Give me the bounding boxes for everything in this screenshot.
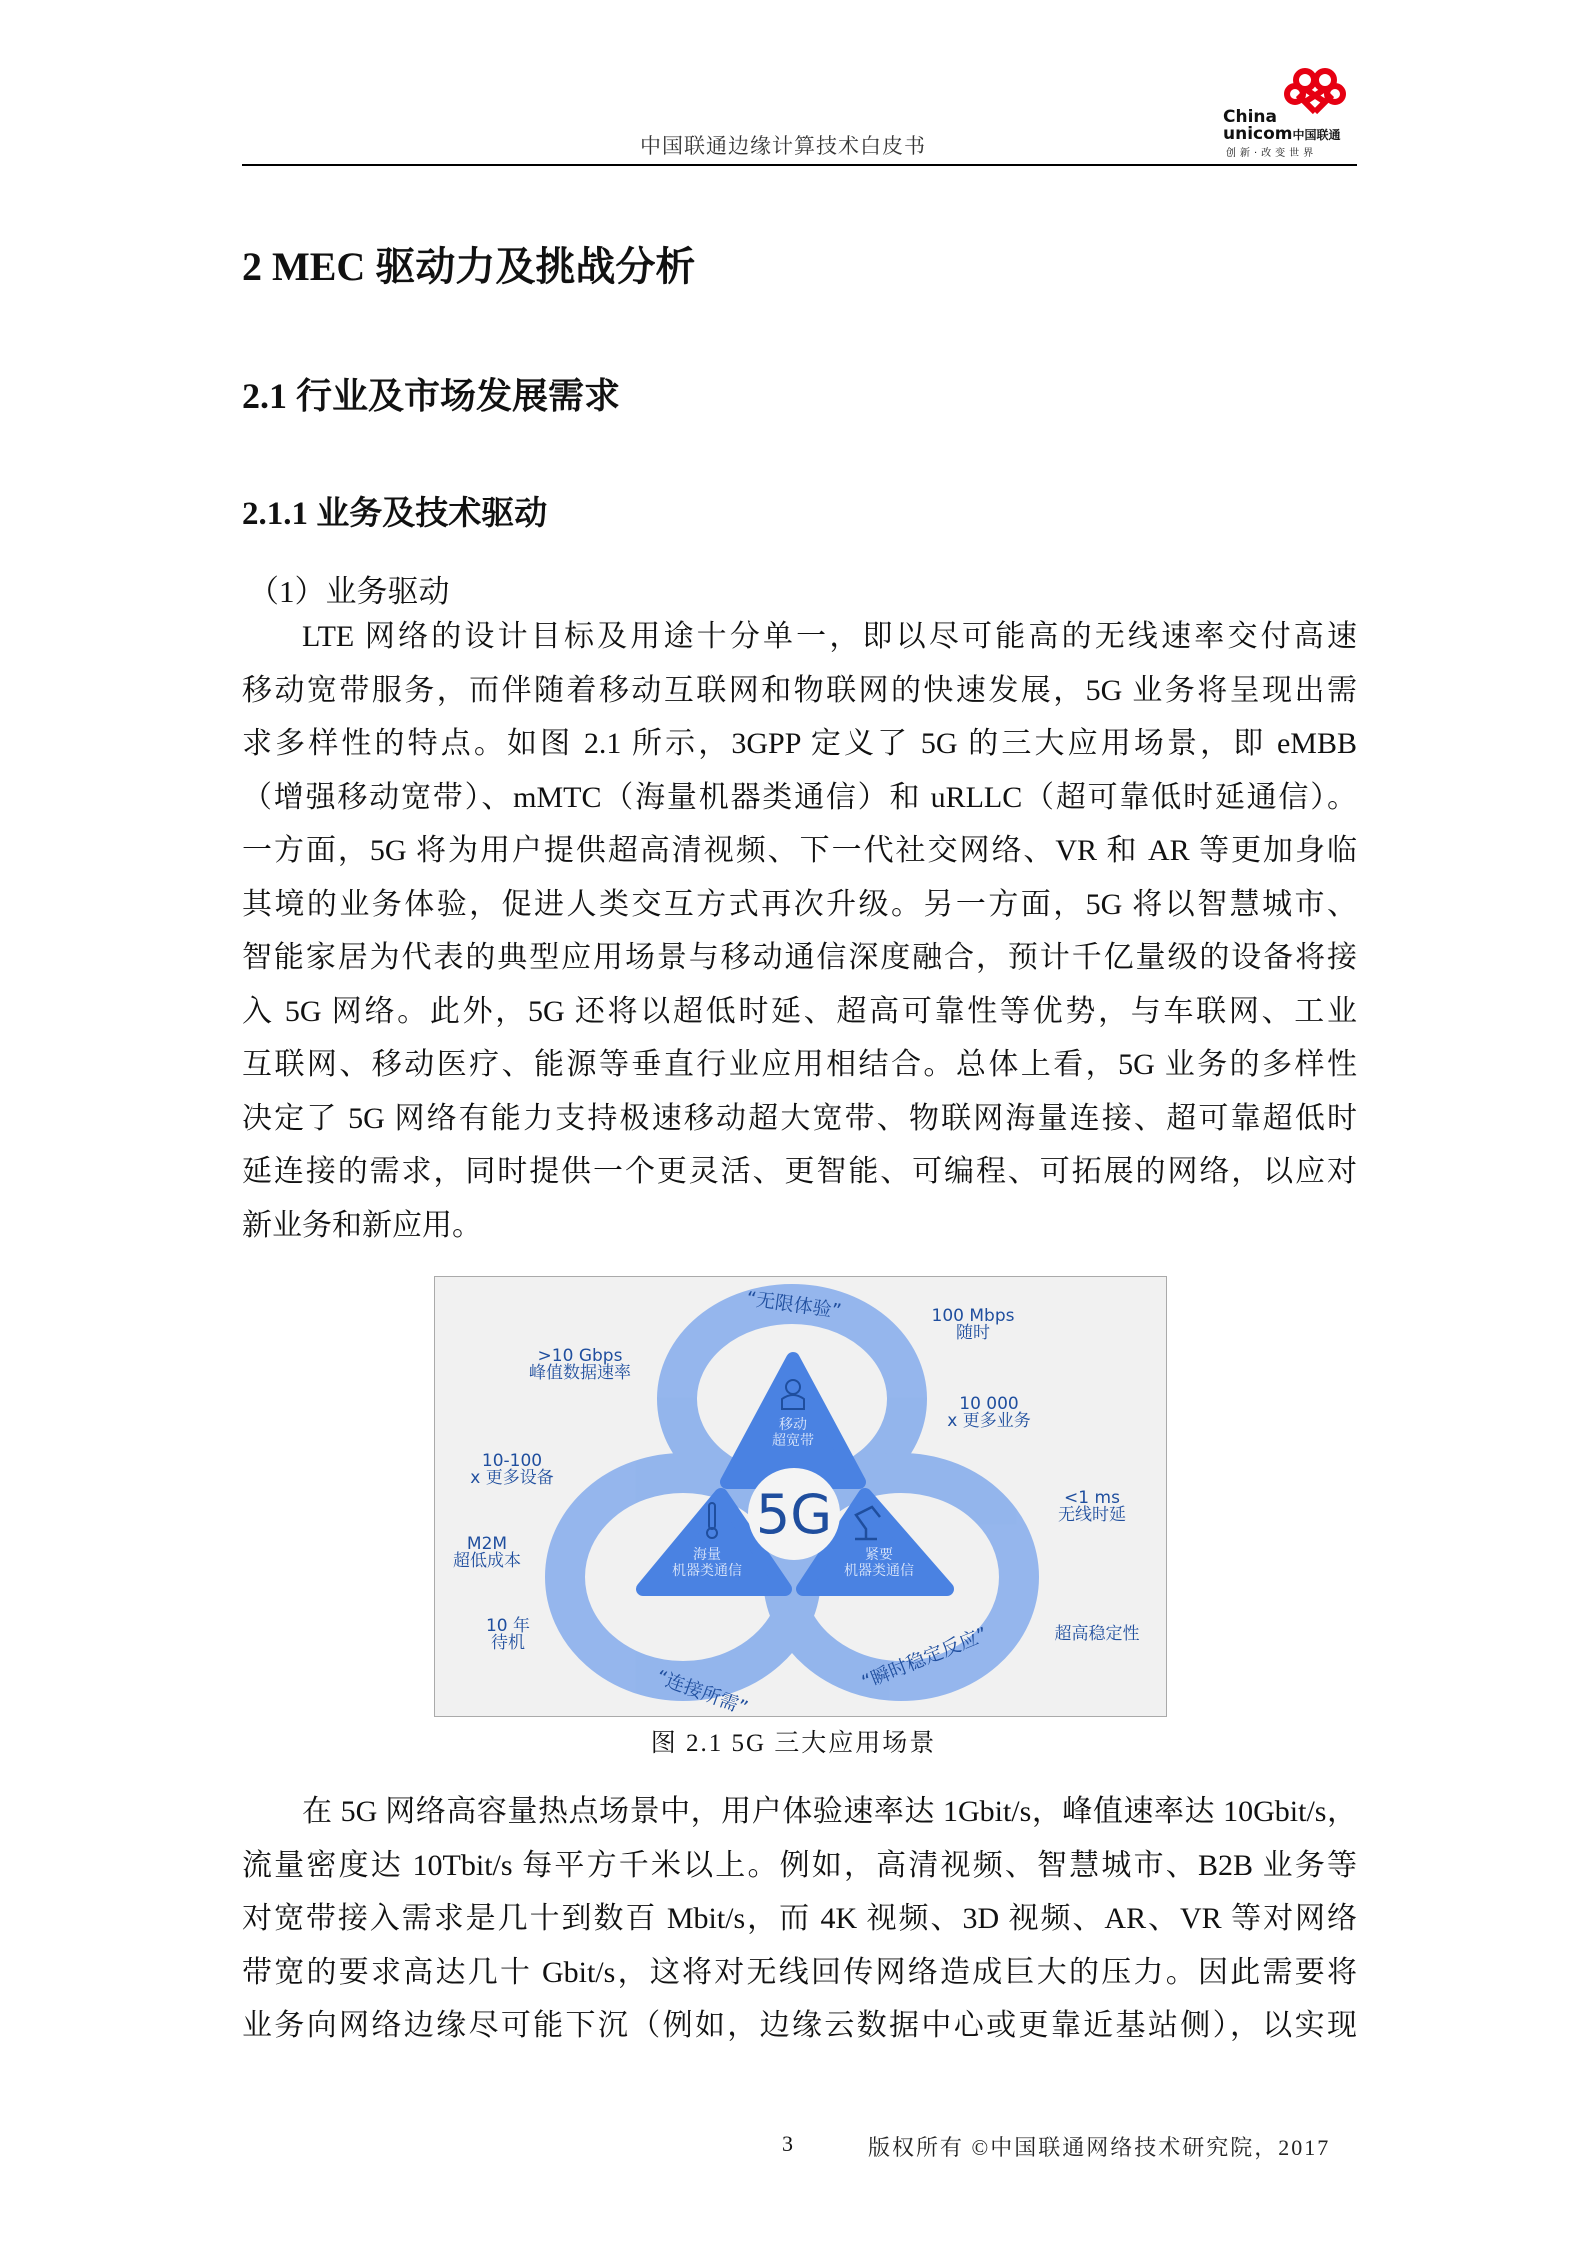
label-latency-value: <1 ms [1064,1488,1120,1508]
page-number: 3 [782,2131,793,2156]
paragraph-line: 流量密度达 10Tbit/s 每平方千米以上。例如，高清视频、智慧城市、B2B 业务等 [242,1848,1357,1882]
paragraph-line: 一方面，5G 将为用户提供超高清视频、下一代社交网络、VR 和 AR 等更加身临 [242,834,1357,867]
label-peak-text: 峰值数据速率 [529,1363,631,1383]
header-title: 中国联通边缘计算技术白皮书 [640,134,926,158]
header-divider [242,164,1357,166]
label-services-text: x 更多业务 [947,1411,1031,1431]
paragraph-line: 互联网、移动医疗、能源等垂直行业应用相结合。总体上看，5G 业务的多样性 [242,1048,1357,1081]
subsection-heading: 2.1 行业及市场发展需求 [242,376,621,416]
footer-copyright: 版权所有 ©中国联通网络技术研究院，2017 [868,2135,1331,2160]
paragraph-line: 求多样性的特点。如图 2.1 所示，3GPP 定义了 5G 的三大应用场景，即 eMBB [242,727,1357,760]
paragraph-line: 入 5G 网络。此外，5G 还将以超低时延、超高可靠性等优势，与车联网、工业 [242,994,1357,1028]
tri-top-line1: 移动 [779,1417,807,1433]
label-devices-text: x 更多设备 [470,1468,554,1488]
tri-right-line2: 机器类通信 [844,1563,914,1579]
label-standby-value: 10 年 [485,1616,531,1636]
paragraph-line: 对宽带接入需求是几十到数百 Mbit/s，而 4K 视频、3D 视频、AR、VR 等对网络 [242,1902,1357,1935]
paragraph-line: 业务向网络边缘尽可能下沉（例如，边缘云数据中心或更靠近基站侧），以实现 [242,2009,1357,2042]
section-heading: 2 MEC 驱动力及挑战分析 [242,244,696,289]
label-peak-value: >10 Gbps [537,1346,623,1366]
tri-left-line1: 海量 [693,1547,721,1563]
item-heading: （1）业务驱动 [248,574,450,609]
tri-left-line2: 机器类通信 [672,1563,742,1579]
label-m2m-text: 超低成本 [453,1551,521,1571]
center-label: 5G [755,1483,833,1546]
arc-label-right: “瞬时稳定反应” [858,1623,991,1694]
svg-text:unicom中国联通: unicom中国联通 [1223,124,1341,144]
paragraph-line: LTE 网络的设计目标及用途十分单一，即以尽可能高的无线速率交付高速 [302,620,1357,653]
label-standby-text: 待机 [491,1633,525,1653]
paragraph-line: 其境的业务体验，促进人类交互方式再次升级。另一方面，5G 将以智慧城市、 [242,887,1357,921]
tri-right-line1: 紧要 [865,1547,893,1563]
figure-caption: 图 2.1 5G 三大应用场景 [650,1730,937,1757]
arc-label-left: “连接所需” [653,1666,751,1715]
label-services-value: 10 000 [959,1394,1019,1414]
subsubsection-heading: 2.1.1 业务及技术驱动 [242,496,548,532]
label-m2m-value: M2M [466,1534,508,1554]
label-devices-value: 10-100 [481,1451,543,1471]
paragraph-line: 决定了 5G 网络有能力支持极速移动超大宽带、物联网海量连接、超可靠超低时 [242,1101,1357,1135]
paragraph-line: 移动宽带服务，而伴随着移动互联网和物联网的快速发展，5G 业务将呈现出需 [242,673,1357,707]
paragraph-line: 带宽的要求高达几十 Gbit/s，这将对无线回传网络造成巨大的压力。因此需要将 [242,1955,1357,1989]
svg-text:China: China [1223,107,1277,127]
paragraph-line: 在 5G 网络高容量热点场景中，用户体验速率达 1Gbit/s，峰值速率达 10Gbit/s， [302,1795,1357,1828]
label-latency-text: 无线时延 [1058,1505,1126,1525]
paragraph-line: 新业务和新应用。 [242,1208,482,1242]
label-mbps-value: 100 Mbps [931,1306,1015,1326]
paragraph-line: 智能家居为代表的典型应用场景与移动通信深度融合，预计千亿量级的设备将接 [242,941,1357,974]
label-mbps-text: 随时 [956,1323,990,1343]
label-reliability: 超高稳定性 [1054,1624,1140,1644]
tri-top-line2: 超宽带 [772,1433,814,1449]
svg-text:创新·改变世界: 创新·改变世界 [1226,148,1318,159]
paragraph-line: （增强移动宽带）、mMTC（海量机器类通信）和 uRLLC（超可靠低时延通信）。 [242,780,1357,814]
arc-label-top: “无限体验” [744,1287,843,1323]
paragraph-line: 延连接的需求，同时提供一个更灵活、更智能、可编程、可拓展的网络，以应对 [242,1155,1357,1188]
china-unicom-logo [1220,62,1360,160]
figure-5g-scenarios [434,1276,1167,1717]
